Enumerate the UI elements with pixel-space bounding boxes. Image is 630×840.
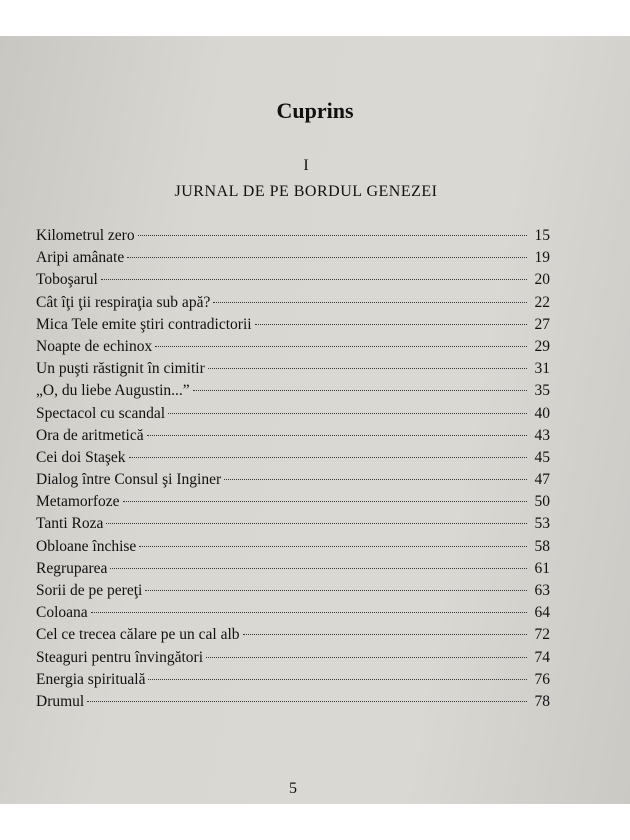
entry-title: Dialog între Consul şi Inginer <box>36 471 222 489</box>
dot-leader <box>155 345 527 347</box>
dot-leader <box>147 434 527 436</box>
toc-entry <box>36 249 550 271</box>
toc-entry <box>36 471 550 493</box>
entry-title: Energia spirituală <box>36 670 146 688</box>
dot-leader <box>208 367 527 369</box>
entry-page: 40 <box>534 404 550 422</box>
entry-page: 20 <box>534 271 550 289</box>
entry-page: 74 <box>534 648 550 666</box>
entry-page: 31 <box>534 360 550 378</box>
entry-title: Regruparea <box>36 559 108 577</box>
entry-title: Sorii de pe pereţi <box>36 582 143 599</box>
entry-title: Metamorfoze <box>36 493 120 511</box>
page-number: 5 <box>289 780 297 797</box>
entry-page: 27 <box>534 315 550 333</box>
entry-page: 15 <box>534 227 550 244</box>
entry-title: Steaguri pentru învingători <box>36 648 204 666</box>
entry-page: 78 <box>534 692 550 710</box>
toc-entry <box>36 227 550 249</box>
toc-entry <box>36 604 550 626</box>
dot-leader <box>127 256 527 258</box>
toc-entry <box>36 427 550 449</box>
part-title: JURNAL DE PE BORDUL GENEZEI <box>174 183 438 200</box>
entry-page: 53 <box>534 515 550 533</box>
entry-title: Kilometrul zero <box>36 227 135 244</box>
toc-entry <box>36 360 550 382</box>
entry-page: 29 <box>534 337 550 355</box>
entry-title: Noapte de echinox <box>36 337 153 355</box>
part-number: I <box>303 157 309 174</box>
dot-leader <box>213 301 527 303</box>
dot-leader <box>206 656 527 658</box>
entry-page: 64 <box>534 604 550 622</box>
toc-entry <box>36 693 550 715</box>
toc-entry <box>36 538 550 560</box>
toc-entry <box>36 449 550 471</box>
entry-title: Toboşarul <box>36 271 98 289</box>
entry-title: „O, du liebe Augustin...” <box>36 382 190 400</box>
entry-title: Ora de aritmetică <box>36 426 144 444</box>
toc-entry <box>36 671 550 693</box>
entry-page: 50 <box>534 493 550 511</box>
entry-title: Cei doi Staşek <box>36 448 126 466</box>
entry-page: 63 <box>534 582 550 599</box>
dot-leader <box>255 323 527 325</box>
dot-leader <box>106 522 527 524</box>
contents-heading: Cuprins <box>276 98 354 123</box>
entry-title: Aripi amânate <box>36 249 125 267</box>
dot-leader <box>168 412 527 414</box>
dot-leader <box>91 611 527 613</box>
dot-leader <box>224 478 527 480</box>
entry-title: Coloana <box>36 604 88 622</box>
entry-title: Spectacol cu scandal <box>36 404 166 422</box>
dot-leader <box>129 456 527 458</box>
toc-entry <box>36 515 550 537</box>
dot-leader <box>87 700 527 702</box>
entry-title: Mica Tele emite ştiri contradictorii <box>36 315 252 333</box>
entry-page: 22 <box>534 293 550 311</box>
entry-title: Cât îţi ţii respiraţia sub apă? <box>36 293 211 311</box>
entry-page: 45 <box>534 448 550 466</box>
dot-leader <box>193 389 527 391</box>
toc-entry <box>36 405 550 427</box>
entry-page: 47 <box>534 471 550 489</box>
entry-page: 61 <box>534 559 550 577</box>
entry-page: 19 <box>534 249 550 267</box>
entry-page: 43 <box>534 426 550 444</box>
entry-page: 76 <box>534 670 550 688</box>
entry-title: Cel ce trecea călare pe un cal alb <box>36 626 240 644</box>
dot-leader <box>243 633 527 635</box>
entry-title: Un puşti răstignit în cimitir <box>36 360 205 378</box>
dot-leader <box>139 545 527 547</box>
dot-leader <box>148 678 527 680</box>
toc-entry <box>36 582 550 604</box>
toc-entry <box>36 382 550 404</box>
entry-title: Tanti Roza <box>36 515 104 533</box>
toc-entry <box>36 271 550 293</box>
entry-page: 72 <box>534 626 550 644</box>
toc-entry <box>36 316 550 338</box>
dot-leader <box>101 278 527 280</box>
book-page <box>0 36 630 804</box>
toc-entry <box>36 649 550 671</box>
toc-entry <box>36 338 550 360</box>
entry-page: 58 <box>534 537 550 555</box>
dot-leader <box>123 500 528 502</box>
table-of-contents <box>36 227 550 715</box>
dot-leader <box>138 234 527 236</box>
dot-leader <box>110 567 527 569</box>
toc-entry <box>36 294 550 316</box>
dot-leader <box>145 589 527 591</box>
toc-entry <box>36 560 550 582</box>
toc-entry <box>36 626 550 648</box>
entry-title: Drumul <box>36 692 85 710</box>
entry-title: Obloane închise <box>36 537 137 555</box>
entry-page: 35 <box>534 382 550 400</box>
toc-entry <box>36 493 550 515</box>
